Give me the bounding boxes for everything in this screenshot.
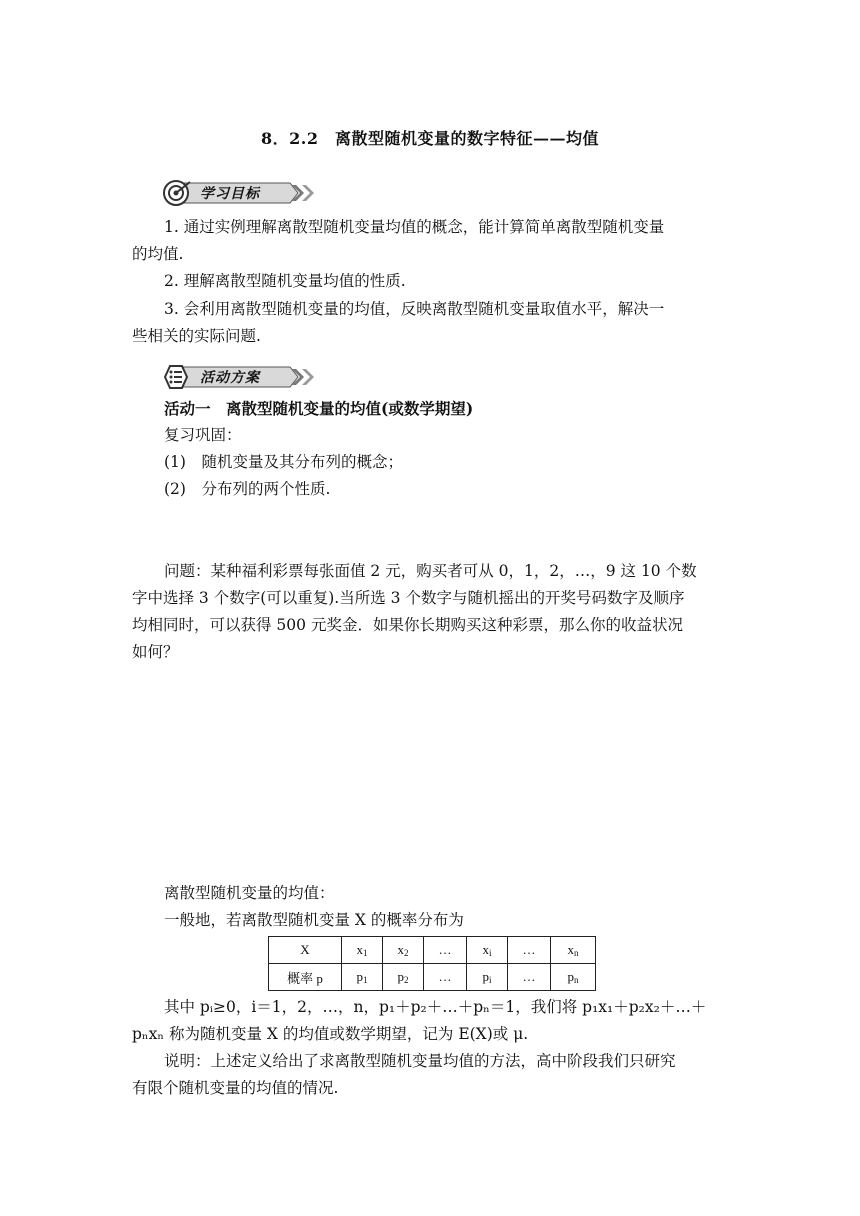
goal-3-cont: 些相关的实际问题. [132, 327, 261, 345]
condition-line-2: pₙxₙ 称为随机变量 X 的均值或数学期望，记为 E(X)或 μ. [132, 1025, 529, 1043]
table-cell: … [508, 937, 551, 964]
table-cell: … [424, 937, 467, 964]
problem-line-2: 字中选择 3 个数字(可以重复).当所选 3 个数字与随机摇出的开奖号码数字及顺序 [132, 589, 685, 607]
review-item-2: (2) 分布列的两个性质. [164, 480, 331, 498]
table-cell: $x_1$ [342, 937, 383, 964]
note-line-1: 说明：上述定义给出了求离散型随机变量均值的方法，高中阶段我们只研究 [164, 1052, 676, 1070]
goal-1: 1. 通过实例理解离散型随机变量均值的概念，能计算简单离散型随机变量 [164, 218, 665, 236]
section-badge-label: 活动方案 [200, 370, 260, 386]
table-cell: $x_i$ [467, 937, 508, 964]
table-cell: $p_2$ [383, 964, 424, 991]
problem-line-3: 均相同时，可以获得 500 元奖金．如果你长期购买这种彩票，那么你的收益状况 [132, 616, 683, 634]
table-cell: $p_1$ [342, 964, 383, 991]
section-badge-activities [160, 364, 320, 390]
condition-line-1: 其中 pᵢ≥0，i＝1，2，…，n，p₁＋p₂＋…＋pₙ＝1，我们将 p₁x₁＋p₂x₂＋…＋ [164, 998, 707, 1016]
note-line-2: 有限个随机变量的均值的情况. [132, 1079, 339, 1097]
definition-intro: 一般地，若离散型随机变量 X 的概率分布为 [164, 911, 464, 929]
problem-line-4: 如何？ [132, 643, 179, 661]
table-cell: … [424, 964, 467, 991]
table-cell: $p_n$ [551, 964, 596, 991]
row-label: 概率 p [269, 964, 342, 991]
table-cell: $x_2$ [383, 937, 424, 964]
section-badge-label: 学习目标 [200, 186, 260, 202]
table-cell: $p_i$ [467, 964, 508, 991]
table-cell: $x_n$ [551, 937, 596, 964]
table-row [269, 964, 596, 991]
goal-1-cont: 的均值. [132, 245, 184, 263]
page-title: 8．2.2 离散型随机变量的数字特征——均值 [261, 129, 599, 148]
review-label: 复习巩固： [164, 426, 242, 444]
goal-2: 2. 理解离散型随机变量均值的性质. [164, 272, 406, 290]
goal-3: 3. 会利用离散型随机变量的均值，反映离散型随机变量取值水平，解决一 [164, 300, 665, 318]
table-cell: … [508, 964, 551, 991]
problem-line-1: 问题：某种福利彩票每张面值 2 元，购买者可从 0，1，2，…，9 这 10 个数 [164, 562, 697, 580]
activity-heading: 活动一 离散型随机变量的均值(或数学期望) [164, 399, 474, 418]
distribution-table [268, 936, 596, 991]
review-item-1: (1) 随机变量及其分布列的概念； [164, 453, 403, 471]
row-label: X [269, 937, 342, 964]
definition-heading: 离散型随机变量的均值： [164, 884, 335, 902]
section-badge-goals [160, 180, 320, 206]
table-row [269, 937, 596, 964]
